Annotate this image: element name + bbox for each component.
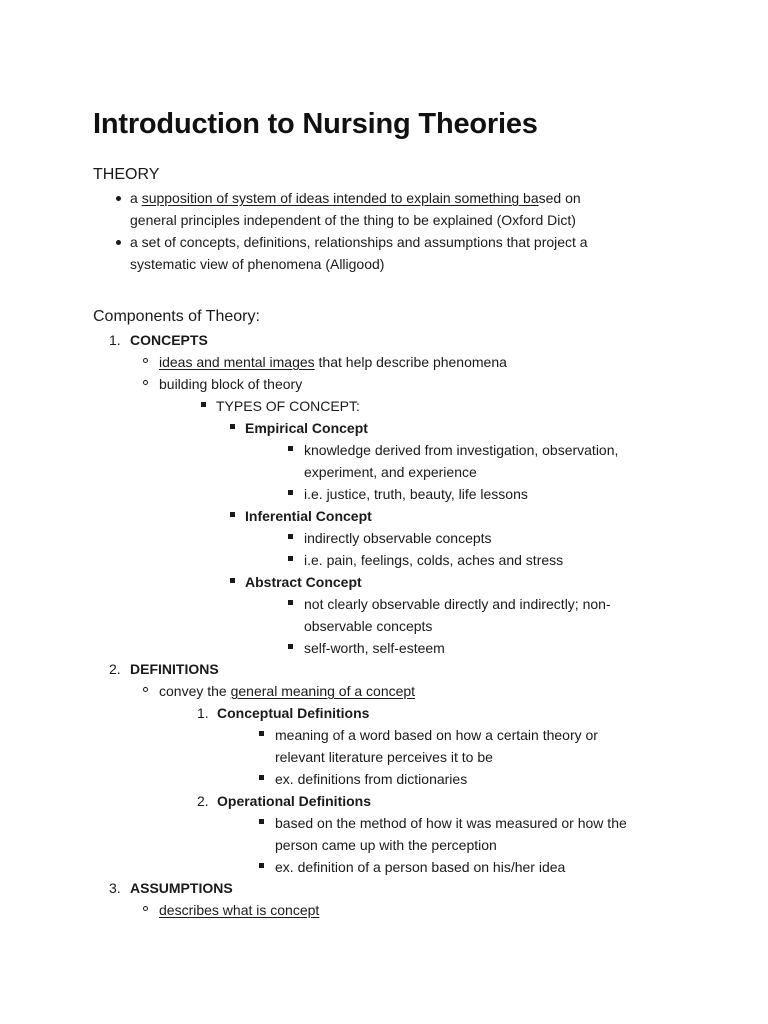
- list-number: 1.: [197, 705, 209, 721]
- empirical-item-1-line-2: experiment, and experience: [304, 464, 477, 480]
- concepts-point-1: [159, 351, 507, 373]
- operational-item-2: ex. definition of a person based on his/her idea: [275, 859, 566, 875]
- text-fragment: sed on: [538, 190, 581, 206]
- bullet-disc-icon: [116, 196, 121, 201]
- bullet-square-icon: [288, 600, 293, 605]
- concepts-label: CONCEPTS: [130, 332, 208, 348]
- empirical-item-1-line-1: knowledge derived from investigation, observation,: [304, 442, 619, 458]
- theory-point-2-line-1: a set of concepts, definitions, relationships and assumptions that project a: [130, 234, 588, 250]
- bullet-circle-icon: [143, 358, 148, 363]
- page-title: Introduction to Nursing Theories: [93, 108, 538, 140]
- bullet-square-icon: [259, 863, 264, 868]
- conceptual-item-1-line-2: relevant literature perceives it to be: [275, 749, 493, 765]
- abstract-item-2: self-worth, self-esteem: [304, 640, 445, 656]
- inferential-item-1: indirectly observable concepts: [304, 530, 492, 546]
- bullet-square-icon: [230, 424, 235, 429]
- operational-item-1-line-1: based on the method of how it was measured or how the: [275, 815, 627, 831]
- theory-point-1-line-1: [130, 187, 581, 209]
- conceptual-item-2: ex. definitions from dictionaries: [275, 771, 468, 787]
- underlined-text: supposition of system of ideas intended to explain something ba: [141, 190, 539, 206]
- bullet-circle-icon: [143, 687, 148, 692]
- abstract-concept-label: Abstract Concept: [245, 574, 362, 590]
- list-number: 2.: [197, 793, 209, 809]
- list-number: 1.: [109, 332, 121, 348]
- bullet-square-icon: [259, 819, 264, 824]
- bullet-square-icon: [288, 534, 293, 539]
- theory-heading: THEORY: [93, 166, 160, 183]
- components-heading: Components of Theory:: [93, 308, 260, 325]
- assumptions-point: describes what is concept: [159, 902, 320, 918]
- operational-definitions-label: Operational Definitions: [217, 793, 372, 809]
- bullet-square-icon: [288, 446, 293, 451]
- abstract-item-1-line-2: observable concepts: [304, 618, 433, 634]
- abstract-item-1-line-1: not clearly observable directly and indirectly; non-: [304, 596, 611, 612]
- bullet-square-icon: [201, 402, 206, 407]
- conceptual-definitions-label: Conceptual Definitions: [217, 705, 370, 721]
- definitions-point: [159, 680, 415, 702]
- bullet-circle-icon: [143, 906, 148, 911]
- empirical-item-2: i.e. justice, truth, beauty, life lessons: [304, 486, 528, 502]
- inferential-item-2: i.e. pain, feelings, colds, aches and stress: [304, 552, 564, 568]
- underlined-text: general meaning of a concept: [230, 683, 416, 699]
- operational-item-1-line-2: person came up with the perception: [275, 837, 497, 853]
- bullet-disc-icon: [116, 240, 121, 245]
- text-fragment: that help describe phenomena: [314, 354, 507, 370]
- list-number: 3.: [109, 880, 121, 896]
- assumptions-label: ASSUMPTIONS: [130, 880, 233, 896]
- bullet-square-icon: [288, 490, 293, 495]
- list-number: 2.: [109, 661, 121, 677]
- definitions-label: DEFINITIONS: [130, 661, 219, 677]
- theory-point-2-line-2: systematic view of phenomena (Alligood): [130, 256, 385, 272]
- bullet-square-icon: [288, 556, 293, 561]
- bullet-square-icon: [288, 644, 293, 649]
- bullet-square-icon: [230, 512, 235, 517]
- bullet-square-icon: [230, 578, 235, 583]
- text-fragment: convey the: [159, 683, 231, 699]
- bullet-square-icon: [259, 731, 264, 736]
- bullet-square-icon: [259, 775, 264, 780]
- bullet-circle-icon: [143, 380, 148, 385]
- theory-point-1-line-2: general principles independent of the thing to be explained (Oxford Dict): [130, 212, 576, 228]
- types-of-concept-label: TYPES OF CONCEPT:: [216, 398, 360, 414]
- inferential-concept-label: Inferential Concept: [245, 508, 372, 524]
- text-fragment: a: [130, 190, 142, 206]
- conceptual-item-1-line-1: meaning of a word based on how a certain theory or: [275, 727, 598, 743]
- underlined-text: ideas and mental images: [159, 354, 315, 370]
- concepts-point-2: building block of theory: [159, 376, 303, 392]
- empirical-concept-label: Empirical Concept: [245, 420, 368, 436]
